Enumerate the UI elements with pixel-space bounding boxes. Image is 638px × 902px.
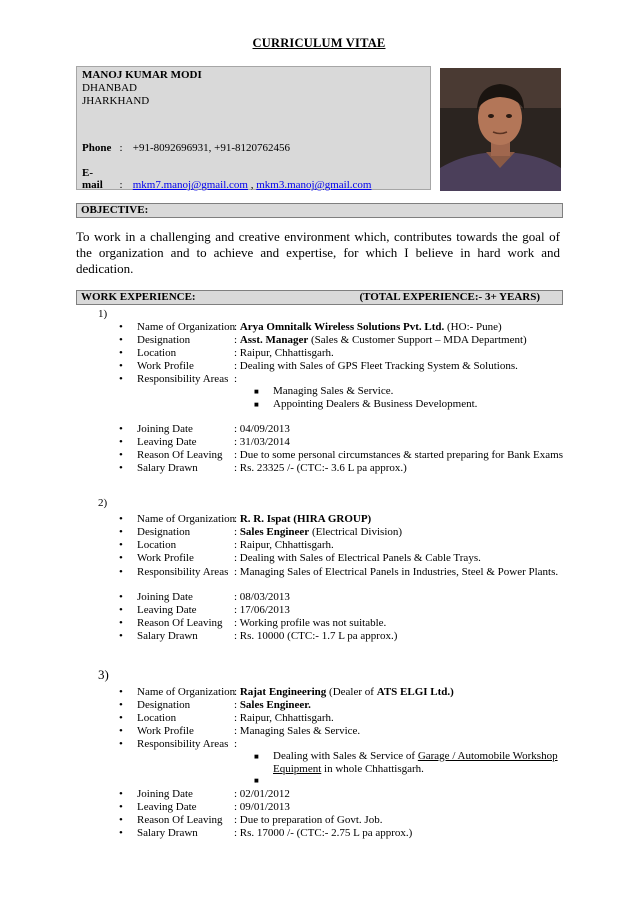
reason-value: : Due to some personal circumstances & started preparing for Bank Exams [234, 449, 563, 461]
objective-text: To work in a challenging and creative environment which, contributes towards the goal of the organization and to achieve and expertise, for which I believe in hard work and dedication. [76, 229, 560, 276]
email-label: E-mail [82, 167, 103, 191]
responsibility-value: : [234, 738, 238, 750]
salary-label: Salary Drawn [137, 827, 198, 839]
objective-heading: OBJECTIVE: [76, 203, 563, 218]
bullet-icon: • [119, 334, 123, 346]
phone-row: Phone : +91-8092696931, +91-8120762456 [82, 142, 290, 154]
location-label: Location [137, 539, 177, 551]
bullet-icon: • [119, 526, 123, 538]
org-note: (HO:- Pune) [447, 321, 502, 333]
designation-title: Sales Engineer. [239, 699, 311, 711]
job-number: 1) [98, 308, 108, 320]
work-experience-title: WORK EXPERIENCE: [81, 291, 196, 303]
leaving-date-value: : 09/01/2013 [234, 801, 290, 813]
bullet-icon: • [119, 513, 123, 525]
bullet-icon: • [119, 539, 123, 551]
joining-date-value: : 08/03/2013 [234, 591, 290, 603]
salary-value: : Rs. 23325 /- (CTC:- 3.6 L pa approx.) [234, 462, 407, 474]
designation-label: Designation [137, 334, 191, 346]
bullet-icon: • [119, 788, 123, 800]
square-bullet-icon: ■ [254, 776, 259, 785]
square-bullet-icon: ■ [254, 752, 259, 761]
org-label: Name of Organization [137, 513, 236, 525]
responsibility-underlined: Equipment [273, 763, 322, 775]
bullet-icon: • [119, 566, 123, 578]
profile-photo [440, 68, 561, 191]
bullet-icon: • [119, 686, 123, 698]
responsibility-item: Appointing Dealers & Business Development. [273, 398, 478, 410]
leaving-date-value: : 31/03/2014 [234, 436, 290, 448]
work-profile-label: Work Profile [137, 725, 194, 737]
bullet-icon: • [119, 699, 123, 711]
location-label: Location [137, 712, 177, 724]
work-profile-value: : Dealing with Sales of GPS Fleet Tracking System & Solutions. [234, 360, 518, 372]
org-name: Arya Omnitalk Wireless Solutions Pvt. Ltd. [239, 321, 445, 333]
candidate-city: DHANBAD [82, 82, 137, 94]
location-value: : Raipur, Chhattisgarh. [234, 347, 334, 359]
joining-date-value: : 02/01/2012 [234, 788, 290, 800]
designation-label: Designation [137, 699, 191, 711]
responsibility-value: : [234, 373, 238, 385]
candidate-name: MANOJ KUMAR MODI [82, 69, 202, 81]
leaving-date-label: Leaving Date [137, 801, 197, 813]
bullet-icon: • [119, 738, 123, 750]
responsibility-text: in whole Chhattisgarh. [324, 763, 424, 775]
salary-label: Salary Drawn [137, 462, 198, 474]
joining-date-label: Joining Date [137, 591, 193, 603]
designation-note: (Electrical Division) [311, 526, 403, 538]
org-value: : R. R. Ispat (HIRA GROUP) [234, 513, 372, 525]
leaving-date-label: Leaving Date [137, 604, 197, 616]
responsibility-value: : Managing Sales of Electrical Panels in Industries, Steel & Power Plants. [234, 566, 559, 578]
salary-label: Salary Drawn [137, 630, 198, 642]
work-profile-value: : Managing Sales & Service. [234, 725, 361, 737]
bullet-icon: • [119, 462, 123, 474]
org-name: R. R. Ispat (HIRA GROUP) [239, 513, 372, 525]
designation-title: Asst. Manager [239, 334, 309, 346]
bullet-icon: • [119, 801, 123, 813]
org-value: : Rajat Engineering (Dealer of ATS ELGI Ltd.) [234, 686, 454, 698]
phone-label: Phone [82, 142, 112, 154]
designation-title: Sales Engineer [239, 526, 310, 538]
job-number: 2) [98, 497, 108, 509]
location-value: : Raipur, Chhattisgarh. [234, 539, 334, 551]
responsibility-label: Responsibility Areas [137, 373, 229, 385]
reason-value: : Working profile was not suitable. [234, 617, 387, 629]
work-profile-label: Work Profile [137, 360, 194, 372]
joining-date-value: : 04/09/2013 [234, 423, 290, 435]
bullet-icon: • [119, 423, 123, 435]
location-label: Location [137, 347, 177, 359]
org-label: Name of Organization [137, 321, 236, 333]
org-label: Name of Organization [137, 686, 236, 698]
responsibility-text: Dealing with Sales & Service of [273, 750, 416, 762]
square-bullet-icon: ■ [254, 387, 259, 396]
work-experience-heading [76, 290, 563, 305]
job-number: 3) [98, 667, 109, 682]
phone-value: +91-8092696931, +91-8120762456 [132, 142, 290, 154]
total-experience: (TOTAL EXPERIENCE:- 3+ YEARS) [359, 291, 540, 303]
org-parent: ATS ELGI Ltd.) [376, 686, 454, 698]
joining-date-label: Joining Date [137, 788, 193, 800]
designation-value: : Asst. Manager (Sales & Customer Support – MDA Department) [234, 334, 527, 346]
page-title: CURRICULUM VITAE [252, 36, 386, 50]
designation-value: : Sales Engineer. [234, 699, 311, 711]
responsibility-item-cont [273, 763, 424, 775]
designation-note: (Sales & Customer Support – MDA Department) [311, 334, 527, 346]
bullet-icon: • [119, 347, 123, 359]
bullet-icon: • [119, 630, 123, 642]
salary-value: : Rs. 17000 /- (CTC:- 2.75 L pa approx.) [234, 827, 413, 839]
org-note: (Dealer of [329, 686, 374, 698]
org-name: Rajat Engineering [239, 686, 327, 698]
work-profile-value: : Dealing with Sales of Electrical Panels & Cable Trays. [234, 552, 481, 564]
square-bullet-icon: ■ [254, 400, 259, 409]
bullet-icon: • [119, 373, 123, 385]
email-link-1[interactable]: mkm7.manoj@gmail.com [132, 179, 248, 191]
responsibility-item: Managing Sales & Service. [273, 385, 394, 397]
reason-label: Reason Of Leaving [137, 814, 223, 826]
work-profile-label: Work Profile [137, 552, 194, 564]
responsibility-underlined: Garage / Automobile Workshop [417, 750, 558, 762]
responsibility-item [273, 750, 558, 762]
bullet-icon: • [119, 827, 123, 839]
responsibility-label: Responsibility Areas [137, 738, 229, 750]
location-value: : Raipur, Chhattisgarh. [234, 712, 334, 724]
candidate-state: JHARKHAND [82, 95, 150, 107]
leaving-date-label: Leaving Date [137, 436, 197, 448]
bullet-icon: • [119, 591, 123, 603]
org-value: : Arya Omnitalk Wireless Solutions Pvt. Ltd. (HO:- Pune) [234, 321, 502, 333]
bullet-icon: • [119, 617, 123, 629]
email-link-2[interactable]: mkm3.manoj@gmail.com [256, 179, 372, 191]
bullet-icon: • [119, 321, 123, 333]
bullet-icon: • [119, 814, 123, 826]
bullet-icon: • [119, 449, 123, 461]
leaving-date-value: : 17/06/2013 [234, 604, 290, 616]
bullet-icon: • [119, 360, 123, 372]
reason-label: Reason Of Leaving [137, 617, 223, 629]
bullet-icon: • [119, 725, 123, 737]
responsibility-label: Responsibility Areas [137, 566, 229, 578]
salary-value: : Rs. 10000 (CTC:- 1.7 L pa approx.) [234, 630, 398, 642]
bullet-icon: • [119, 712, 123, 724]
contact-box [76, 66, 431, 190]
designation-value: : Sales Engineer (Electrical Division) [234, 526, 403, 538]
email-row: E-mail : mkm7.manoj@gmail.com , mkm3.manoj@gmail.com [82, 167, 372, 191]
reason-label: Reason Of Leaving [137, 449, 223, 461]
designation-label: Designation [137, 526, 191, 538]
joining-date-label: Joining Date [137, 423, 193, 435]
bullet-icon: • [119, 436, 123, 448]
reason-value: : Due to preparation of Govt. Job. [234, 814, 383, 826]
bullet-icon: • [119, 552, 123, 564]
bullet-icon: • [119, 604, 123, 616]
email-separator: , [247, 179, 257, 191]
